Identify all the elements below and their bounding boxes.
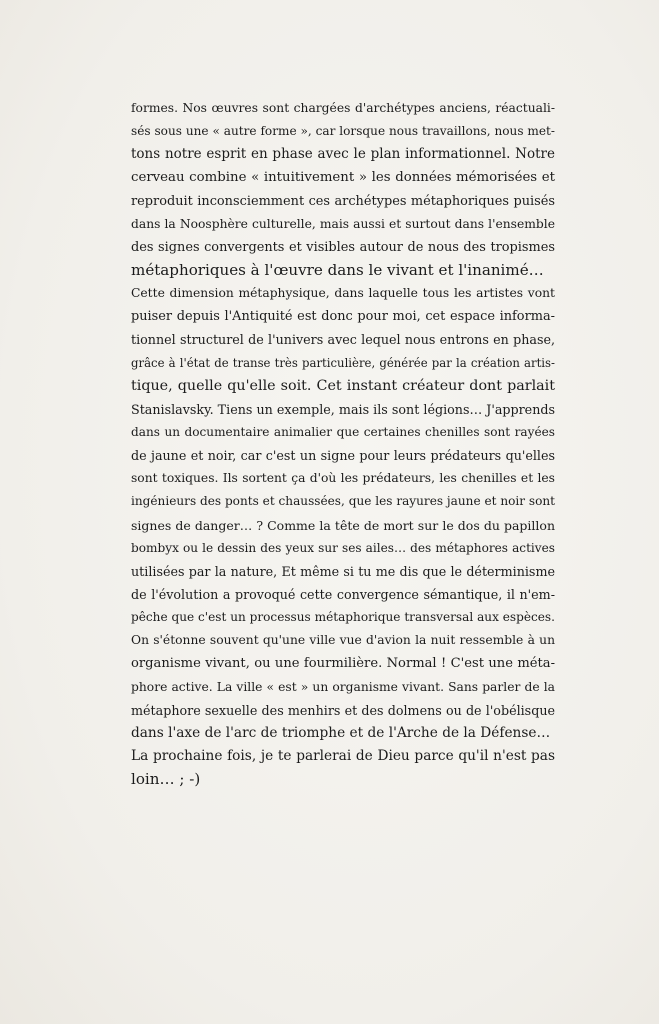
text-line-29: La prochaine fois, je te parlerai de Dieu parce qu'il n'est pas [131,747,555,764]
text-line-13: tique, quelle qu'elle soit. Cet instant créateur dont parlait [131,377,555,394]
text-line-14: Stanislavsky. Tiens un exemple, mais ils sont légions… J'apprends [131,401,555,417]
text-line-16: de jaune et noir, car c'est un signe pour leurs prédateurs qu'elles [131,448,555,464]
text-line-15: dans un documentaire animalier que certaines chenilles sont rayées [131,424,555,439]
text-line-27: métaphore sexuelle des menhirs et des dolmens ou de l'obélisque [131,702,555,718]
text-line-21: utilisées par la nature, Et même si tu me dis que le déterminisme [131,563,555,579]
text-line-19: signes de danger… ? Comme la tête de mort sur le dos du papillon [131,517,555,533]
text-line-4: cerveau combine « intuitivement » les données mémorisées et [131,170,555,186]
text-line-12: grâce à l'état de transe très particulière, générée par la création artis- [131,355,555,370]
text-line-20: bombyx ou le dessin des yeux sur ses ailes… des métaphores actives [131,540,555,555]
text-line-7: des signes convergents et visibles autour de nous des tropismes [131,239,555,255]
text-line-23: pêche que c'est un processus métaphorique transversal aux espèces. [131,610,555,625]
text-line-6: dans la Noosphère culturelle, mais aussi et surtout dans l'ensemble [131,216,555,231]
text-line-26: phore active. La ville « est » un organisme vivant. Sans parler de la [131,679,555,694]
text-line-24: On s'étonne souvent qu'une ville vue d'avion la nuit ressemble à un [131,633,555,648]
text-line-17: sont toxiques. Ils sortent ça d'où les prédateurs, les chenilles et les [131,471,555,486]
text-line-2: sés sous une « autre forme », car lorsque nous travaillons, nous met- [131,124,555,139]
text-line-8: métaphoriques à l'œuvre dans le vivant et l'inanimé… [131,260,544,279]
text-line-30: loin… ; -) [131,770,201,789]
text-line-9: Cette dimension métaphysique, dans laquelle tous les artistes vont [131,286,555,301]
body-text [131,97,555,791]
text-line-28: dans l'axe de l'arc de triomphe et de l'Arche de la Défense… [131,724,551,741]
text-line-11: tionnel structurel de l'univers avec lequel nous entrons en phase, [131,332,555,348]
text-line-25: organisme vivant, ou une fourmilière. Normal ! C'est une méta- [131,656,555,672]
text-line-18: ingénieurs des ponts et chaussées, que les rayures jaune et noir sont [131,494,556,509]
text-line-3: tons notre esprit en phase avec le plan informationnel. Notre [131,146,555,163]
text-line-5: reproduit inconsciemment ces archétypes métaphoriques puisés [131,193,555,209]
text-line-10: puiser depuis l'Antiquité est donc pour moi, cet espace informa- [131,309,555,325]
text-line-1: formes. Nos œuvres sont chargées d'archétypes anciens, réactuali- [131,101,555,115]
text-line-22: de l'évolution a provoqué cette convergence sémantique, il n'em- [131,586,555,602]
